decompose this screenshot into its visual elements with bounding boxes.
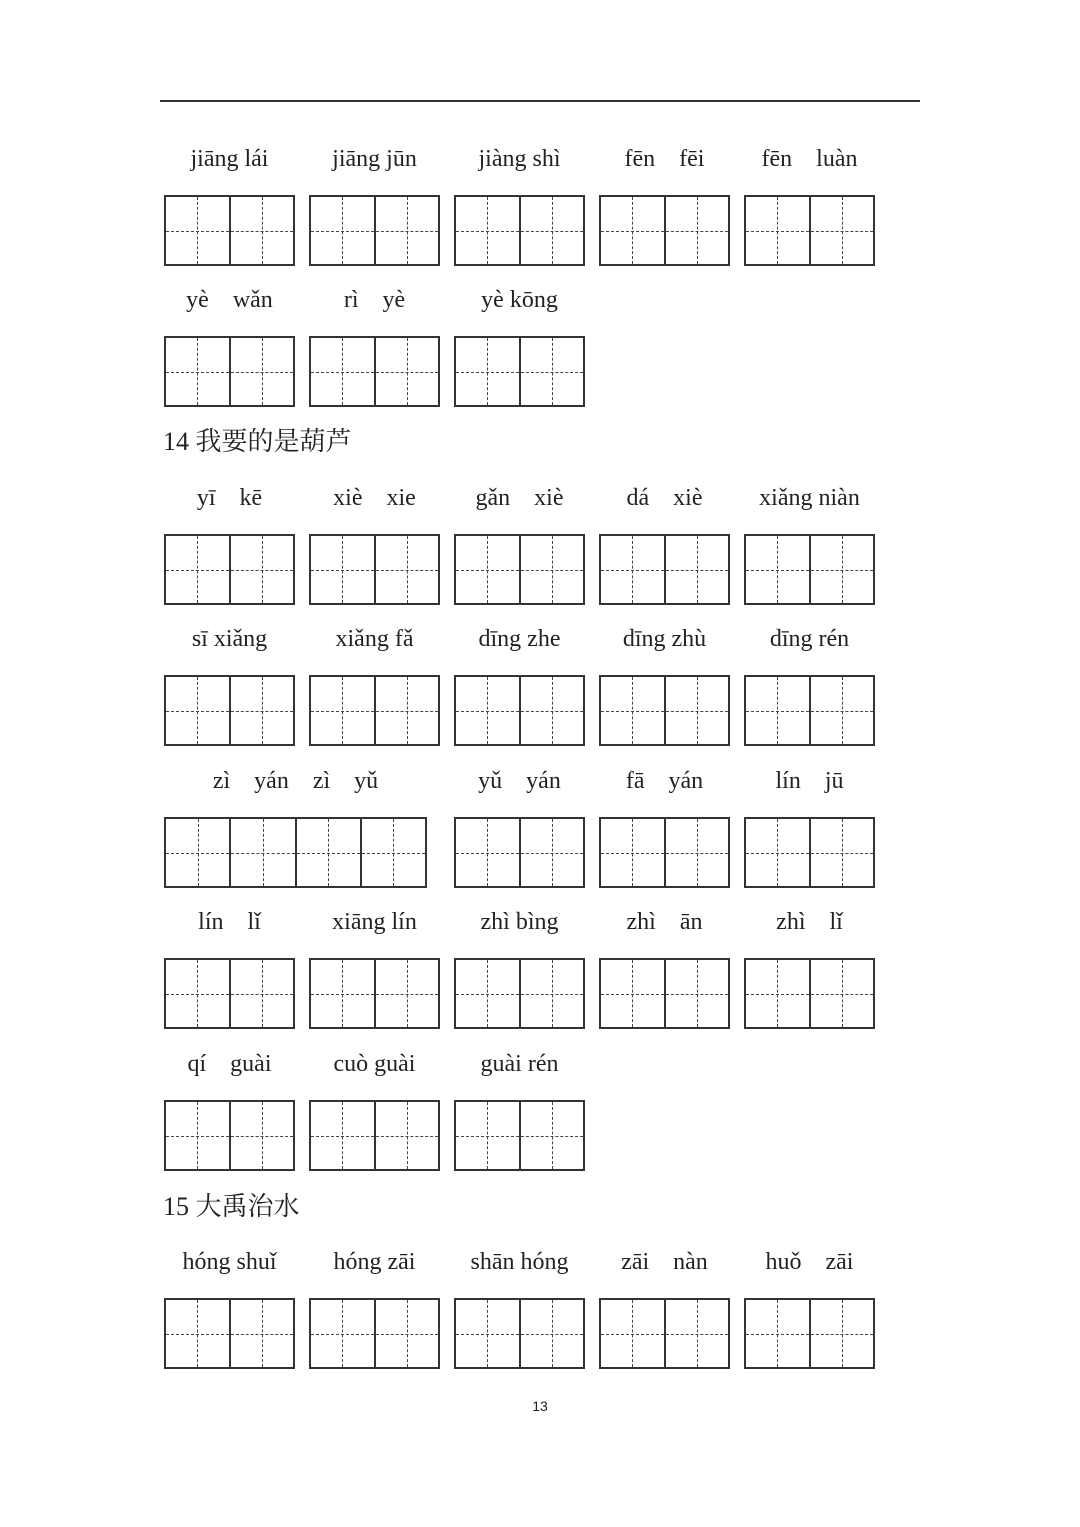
tianzige-cell[interactable] — [519, 1102, 584, 1169]
writing-grid[interactable] — [164, 675, 295, 746]
tianzige-cell[interactable] — [664, 1300, 729, 1367]
tianzige-cell[interactable] — [664, 819, 729, 886]
pinyin-label: yè kōng — [481, 287, 558, 313]
pinyin-label: fēn fēi — [624, 146, 705, 172]
tianzige-cell[interactable] — [519, 536, 584, 603]
pinyin-label: xiāng lín — [332, 909, 417, 935]
tianzige-cell[interactable] — [519, 819, 584, 886]
tianzige-cell[interactable] — [374, 960, 439, 1027]
writing-grid[interactable] — [309, 1100, 440, 1171]
tianzige-cell[interactable] — [229, 819, 294, 886]
tianzige-cell[interactable] — [166, 677, 229, 744]
writing-grid[interactable] — [309, 195, 440, 266]
tianzige-cell[interactable] — [229, 1300, 294, 1367]
tianzige-cell[interactable] — [456, 1300, 519, 1367]
tianzige-cell[interactable] — [809, 197, 874, 264]
pinyin-label: huǒ zāi — [765, 1249, 854, 1275]
writing-grid[interactable] — [164, 1298, 295, 1369]
tianzige-cell[interactable] — [809, 1300, 874, 1367]
writing-grid[interactable] — [309, 675, 440, 746]
tianzige-cell[interactable] — [229, 677, 294, 744]
tianzige-cell[interactable] — [519, 1300, 584, 1367]
tianzige-cell[interactable] — [519, 338, 584, 405]
pinyin-label: yè wǎn — [186, 287, 273, 313]
tianzige-cell[interactable] — [601, 677, 664, 744]
pinyin-label: qí guài — [187, 1051, 272, 1077]
pinyin-label: shān hóng — [470, 1249, 569, 1275]
pinyin-label: sī xiǎng — [191, 626, 268, 652]
tianzige-cell[interactable] — [360, 819, 425, 886]
pinyin-label: zhì ān — [626, 909, 703, 935]
tianzige-cell[interactable] — [311, 1102, 374, 1169]
writing-grid[interactable] — [164, 534, 295, 605]
lesson-heading: 14 我要的是葫芦 — [163, 427, 352, 456]
writing-grid[interactable] — [454, 195, 585, 266]
pinyin-label: jiāng jūn — [332, 146, 417, 172]
writing-grid[interactable] — [454, 534, 585, 605]
pinyin-label: xiǎng fǎ — [335, 626, 414, 652]
tianzige-cell[interactable] — [746, 960, 809, 1027]
writing-grid[interactable] — [164, 1100, 295, 1171]
pinyin-label: jiàng shì — [478, 146, 561, 172]
tianzige-cell[interactable] — [746, 819, 809, 886]
pinyin-label: yī kē — [196, 485, 263, 511]
tianzige-cell[interactable] — [664, 960, 729, 1027]
tianzige-cell[interactable] — [374, 677, 439, 744]
tianzige-cell[interactable] — [601, 960, 664, 1027]
writing-grid[interactable] — [164, 336, 295, 407]
tianzige-cell[interactable] — [746, 677, 809, 744]
pinyin-label: jiāng lái — [190, 146, 269, 172]
tianzige-cell[interactable] — [229, 338, 294, 405]
tianzige-cell[interactable] — [519, 677, 584, 744]
tianzige-cell[interactable] — [664, 677, 729, 744]
tianzige-cell[interactable] — [311, 536, 374, 603]
tianzige-cell[interactable] — [456, 819, 519, 886]
tianzige-cell[interactable] — [311, 677, 374, 744]
tianzige-cell[interactable] — [229, 197, 294, 264]
pinyin-label: hóng shuǐ — [182, 1249, 277, 1275]
writing-grid[interactable] — [454, 1100, 585, 1171]
writing-grid[interactable] — [744, 817, 875, 888]
pinyin-label: hóng zāi — [333, 1249, 416, 1275]
tianzige-cell[interactable] — [601, 1300, 664, 1367]
tianzige-cell[interactable] — [456, 338, 519, 405]
writing-grid[interactable] — [599, 958, 730, 1029]
tianzige-cell[interactable] — [374, 197, 439, 264]
tianzige-cell[interactable] — [166, 536, 229, 603]
tianzige-cell[interactable] — [456, 677, 519, 744]
tianzige-cell[interactable] — [229, 1102, 294, 1169]
pinyin-label: lín lǐ — [198, 909, 261, 935]
pinyin-label: dīng zhù — [622, 626, 707, 652]
writing-grid[interactable] — [309, 534, 440, 605]
tianzige-cell[interactable] — [311, 197, 374, 264]
tianzige-cell[interactable] — [166, 960, 229, 1027]
pinyin-label: lín jū — [775, 768, 844, 794]
tianzige-cell[interactable] — [809, 960, 874, 1027]
lesson-heading: 15 大禹治水 — [163, 1192, 300, 1221]
tianzige-cell[interactable] — [601, 536, 664, 603]
writing-grid[interactable] — [744, 1298, 875, 1369]
tianzige-cell[interactable] — [311, 338, 374, 405]
tianzige-cell[interactable] — [809, 536, 874, 603]
tianzige-cell[interactable] — [374, 338, 439, 405]
tianzige-cell[interactable] — [601, 819, 664, 886]
tianzige-cell[interactable] — [746, 1300, 809, 1367]
tianzige-cell[interactable] — [311, 960, 374, 1027]
tianzige-cell[interactable] — [166, 1300, 229, 1367]
tianzige-cell[interactable] — [809, 677, 874, 744]
tianzige-cell[interactable] — [664, 197, 729, 264]
writing-grid[interactable] — [164, 195, 295, 266]
writing-grid[interactable] — [454, 675, 585, 746]
pinyin-label: xiǎng niàn — [759, 485, 860, 511]
writing-grid[interactable] — [164, 817, 427, 888]
pinyin-label: xiè xie — [333, 485, 416, 511]
writing-grid[interactable] — [599, 534, 730, 605]
tianzige-cell[interactable] — [295, 819, 360, 886]
writing-grid[interactable] — [309, 958, 440, 1029]
tianzige-cell[interactable] — [519, 960, 584, 1027]
pinyin-label: zhì lǐ — [776, 909, 843, 935]
writing-grid[interactable] — [744, 534, 875, 605]
tianzige-cell[interactable] — [374, 1300, 439, 1367]
pinyin-label: gǎn xiè — [475, 485, 564, 511]
tianzige-cell[interactable] — [229, 960, 294, 1027]
writing-grid[interactable] — [454, 1298, 585, 1369]
tianzige-cell[interactable] — [456, 960, 519, 1027]
pinyin-label: zhì bìng — [480, 909, 559, 935]
page-number: 13 — [532, 1398, 548, 1414]
tianzige-cell[interactable] — [664, 536, 729, 603]
tianzige-cell[interactable] — [456, 197, 519, 264]
tianzige-cell[interactable] — [374, 536, 439, 603]
pinyin-label: zì yán zì yǔ — [212, 768, 379, 794]
writing-grid[interactable] — [164, 958, 295, 1029]
tianzige-cell[interactable] — [456, 536, 519, 603]
pinyin-label: yǔ yán — [478, 768, 561, 794]
tianzige-cell[interactable] — [746, 536, 809, 603]
writing-grid[interactable] — [599, 817, 730, 888]
tianzige-cell[interactable] — [519, 197, 584, 264]
writing-grid[interactable] — [744, 195, 875, 266]
writing-grid[interactable] — [599, 675, 730, 746]
writing-grid[interactable] — [454, 817, 585, 888]
tianzige-cell[interactable] — [166, 819, 229, 886]
pinyin-label: cuò guài — [333, 1051, 416, 1077]
pinyin-label: fā yán — [625, 768, 704, 794]
writing-grid[interactable] — [309, 336, 440, 407]
writing-grid[interactable] — [744, 675, 875, 746]
writing-grid[interactable] — [744, 958, 875, 1029]
tianzige-cell[interactable] — [809, 819, 874, 886]
tianzige-cell[interactable] — [311, 1300, 374, 1367]
writing-grid[interactable] — [599, 1298, 730, 1369]
tianzige-cell[interactable] — [166, 338, 229, 405]
pinyin-label: zāi nàn — [621, 1249, 708, 1275]
pinyin-label: dá xiè — [626, 485, 703, 511]
pinyin-label: guài rén — [480, 1051, 559, 1077]
writing-grid[interactable] — [309, 1298, 440, 1369]
pinyin-label: dīng zhe — [478, 626, 561, 652]
tianzige-cell[interactable] — [166, 1102, 229, 1169]
pinyin-label: rì yè — [343, 287, 406, 313]
tianzige-cell[interactable] — [374, 1102, 439, 1169]
header-rule — [160, 100, 920, 102]
tianzige-cell[interactable] — [229, 536, 294, 603]
writing-grid[interactable] — [454, 336, 585, 407]
tianzige-cell[interactable] — [456, 1102, 519, 1169]
writing-grid[interactable] — [454, 958, 585, 1029]
tianzige-cell[interactable] — [166, 197, 229, 264]
writing-grid[interactable] — [599, 195, 730, 266]
pinyin-label: fēn luàn — [761, 146, 858, 172]
pinyin-label: dīng rén — [769, 626, 850, 652]
tianzige-cell[interactable] — [746, 197, 809, 264]
tianzige-cell[interactable] — [601, 197, 664, 264]
